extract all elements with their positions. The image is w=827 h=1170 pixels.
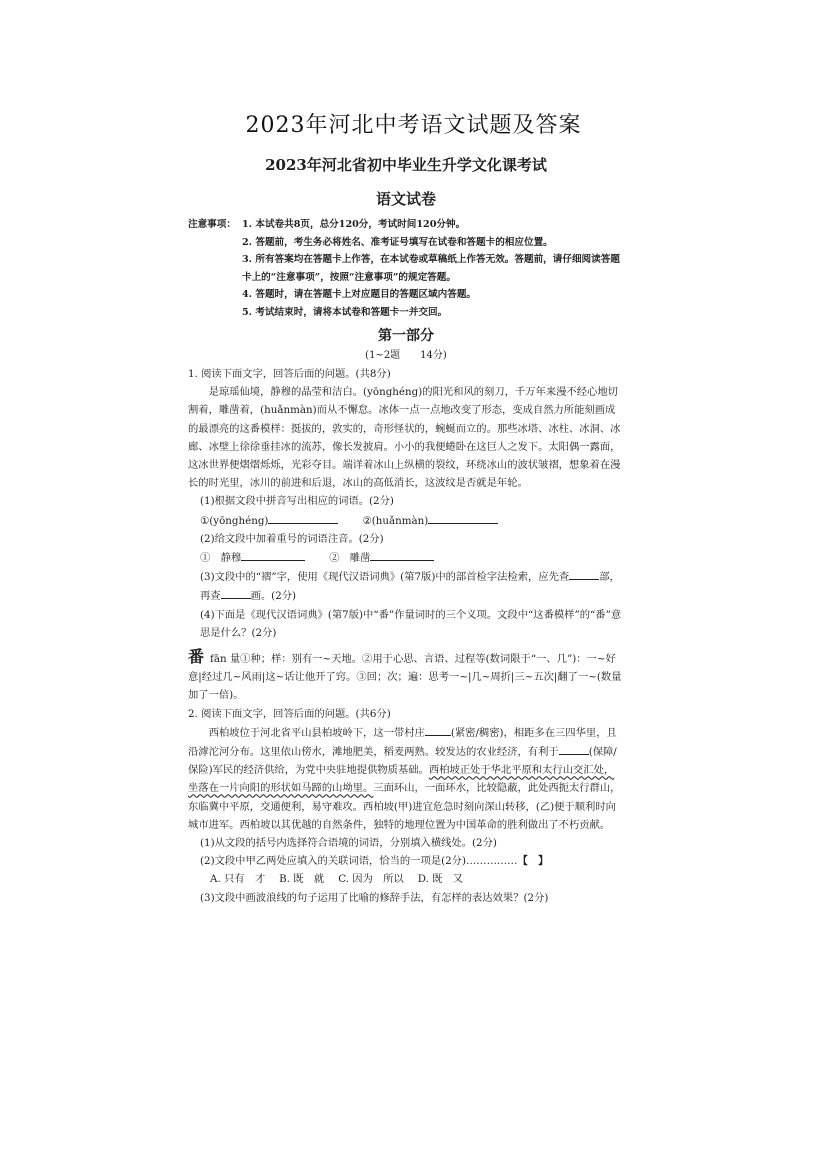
q1-sub2-a: ① 静穆 [200,548,305,567]
q1-sub2-blanks [188,548,624,567]
q2-sub1: (1)从文段的括号内选择符合语境的词语，分别填入横线处。(2分) [200,837,497,850]
q1-sub4: (4)下面是《现代汉语词典》(第7版)中“番”作量词时的三个义项。文段中“这番模样”的“番”意思是什么？(2分) [200,608,622,639]
q1-sub2: (2)给文段中加着重号的词语注音。(2分) [200,532,384,545]
q1-passage: 是琼瑶仙境，静穆的晶莹和洁白。(yōnghéng)的阳光和风的刻刀，千万年来漫不经心地切割着，雕凿着，(huǎnmàn)而从不懈怠。冰体一点一点地改变了形态，变成自然力所能刻画成的最漂亮的这番模样：挺拔的，敦实的，奇形怪状的，蜿蜒而立的。那些冰塔、冰柱、冰洞、冰廊、冰壁上徐徐垂挂冰的流苏，像长发披肩。小小的我便蜷卧在这巨人之发下。太阳偶一露面，这冰世界便熠熠烁烁，光彩夺目。端详着冰山上纵横的裂纹，环绕冰山的波状皱褶，想象着在漫长的时光里，冰川的前进和后退，冰山的高低消长，这波纹是否就是年轮。 [188,386,621,490]
notice-label: 注意事项： [188,219,236,230]
notice-item: 3. 所有答案均在答题卡上作答，在本试卷或草稿纸上作答无效。答题前，请仔细阅读答题卡上的“注意事项”，按照“注意事项”的规定答题。 [242,254,620,283]
answer-blank[interactable] [425,723,451,736]
notice-list [242,216,624,321]
option-a[interactable]: A. 只有 才 [210,873,266,886]
dictionary-entry [188,648,624,705]
scanned-exam-page [188,152,624,907]
notice-block [188,216,624,321]
notice-item: 2. 答题前，考生务必将姓名、准考证号填写在试卷和答题卡的相应位置。 [242,236,553,248]
wavy-underlined-sentence: 西柏坡正处于华北平原和太行山交汇处，坐落在一片向阳的形状如马蹄的山坳里。 [188,764,615,795]
option-b[interactable]: B. 既 就 [279,873,325,886]
answer-blank[interactable] [569,567,599,580]
document-title: 2023年河北中考语文试题及答案 [245,113,582,138]
q1-sub1-blanks [188,511,624,530]
q2-options [188,870,624,888]
q2-sub2: (2)文段中甲乙两处应填入的关联词语，恰当的一项是(2分)……………【 】 [200,855,549,868]
answer-blank[interactable] [428,511,498,524]
q2-sub3: (3)文段中画波浪线的句子运用了比喻的修辞手法，有怎样的表达效果？(2分) [200,891,549,904]
answer-blank[interactable] [559,742,589,755]
dictionary-definition: fān 量①种；样：别有一~天地。②用于心思、言语、过程等(数词限于“一、几”)：一~好意|经过几~风雨|这~话让他开了窍。③回；次；遍：思考一~|几~周折|三~五次|翻了一~(数量加了一倍)。 [188,653,622,702]
answer-blank[interactable] [221,586,251,599]
exam-title: 2023年河北省初中毕业生升学文化课考试 [265,156,547,174]
answer-bracket[interactable]: 【 】 [517,855,549,868]
q1-stem: 1. 阅读下面文字，回答后面的问题。(共8分) [188,368,391,380]
notice-item: 1. 本试卷共8页，总分120分，考试时间120分钟。 [242,219,466,230]
notice-item: 5. 考试结束时，请将本试卷和答题卡一并交回。 [242,306,448,318]
answer-blank[interactable] [241,548,305,561]
dictionary-headword: 番 [188,647,205,667]
option-c[interactable]: C. 因为 所以 [338,873,404,886]
part-one-title: 第一部分 [378,328,434,344]
q2-stem: 2. 阅读下面文字，回答后面的问题。(共6分) [188,707,391,720]
q2-passage: 西柏坡位于河北省平山县柏坡岭下，这一带村庄 (紧密/稠密)，相距多在三四华里，且沿滹沱河分布。这里依山傍水，滩地肥美，稻麦两熟。较发达的农业经济，有利于 (保障/保险)军民的经济供给，为党中央驻地提供物质基础。西柏坡正处于华北平原和太行山交汇处，坐落在一片向阳的形状如马蹄的山坳里。三面环山，一面环水，比较隐蔽，此处西扼太行群山，东临冀中平原，交通便利，易守难攻。西柏坡(甲)进宜危急时刻向深山转移，(乙)便于顺利时向城市进军。西柏坡以其优越的自然条件，独特的地理位置为中国革命的胜利做出了不朽贡献。 [188,723,624,834]
q1-sub1-b: ②(huǎnmàn) [362,511,498,530]
notice-item: 4. 答题时，请在答题卡上对应题目的答题区域内答题。 [242,289,477,300]
q1-sub2-b: ② 雕凿 [329,548,434,567]
answer-blank[interactable] [268,511,338,524]
answer-blank[interactable] [370,548,434,561]
q1-sub1-a: ①(yōnghéng) [200,511,338,530]
q1-sub3: (3)文段中的“褶”字，使用《现代汉语词典》(第7版)中的部首检字法检索，应先查 部，再查 画。(2分) [188,567,624,605]
q1-sub1: (1)根据文段中拼音写出相应的词语。(2分) [200,495,394,508]
part-one-range: (1~2题 14分) [365,350,447,361]
paper-title: 语文试卷 [375,190,436,208]
option-d[interactable]: D. 既 又 [417,873,464,886]
